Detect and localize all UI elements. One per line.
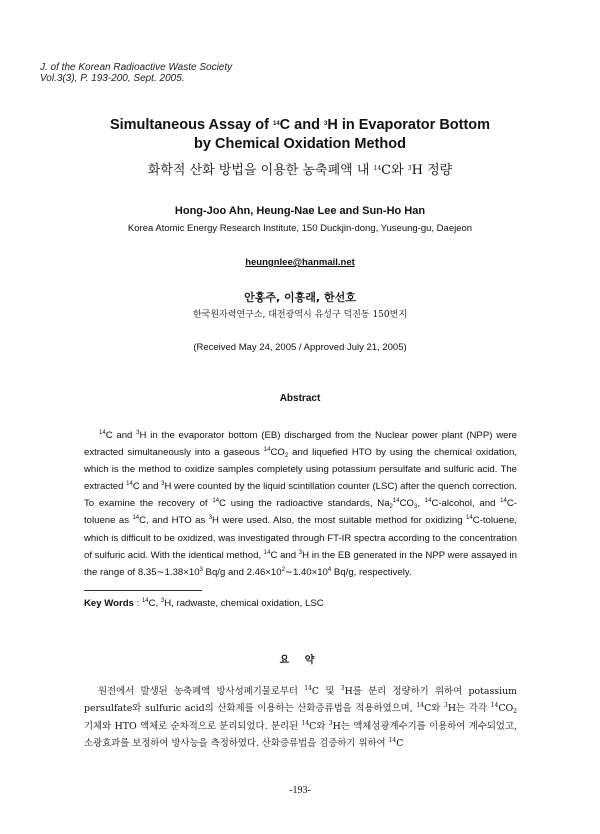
page-number: -193- xyxy=(289,785,311,796)
keywords-divider xyxy=(84,590,202,591)
journal-volume: Vol.3(3), P. 193-200, Sept. 2005. xyxy=(40,73,185,84)
paper-title: Simultaneous Assay of $^{14}$C and $^3$H in Evaporator Bottom by Chemical Oxidation Method xyxy=(0,116,600,154)
authors: Hong-Joo Ahn, Heung-Nae Lee and Sun-Ho Han xyxy=(174,205,426,217)
keywords-label: Key Words xyxy=(84,598,134,609)
korean-abstract-body: 원전에서 발생된 농축폐액 방사성폐기물로부터 $^{14}$C 및 $^3$H를 분리 정량하기 위하여 potassium persulfate와 sulfuric acid의 산화제를 이용하는 산화증류법을 적용하였으며, $^{14}$C와 $^3$H는 각각 $^{14}CO_2$ 기체와 HTO 액체로 순차적으로 분리되었다. 분리된 $^{14}$C와 $^3$H는 액체섬광계수기를 이용하여 계수되었고, 소광효과를 보정하여 방사능을 측정하였다. 산화증류법을 검증하기 위하여 $^{14}$C xyxy=(84,685,517,749)
paper-title-line2: by Chemical Oxidation Method xyxy=(194,136,406,152)
korean-abstract-heading: 요 약 xyxy=(279,655,321,666)
received-dates: (Received May 24, 2005 / Approved July 21, 2005) xyxy=(193,342,407,353)
keywords: Key Words : $^{14}$C, $^3$H, radwaste, chemical oxidation, LSC xyxy=(84,598,324,609)
journal-citation xyxy=(40,62,232,84)
affiliation: Korea Atomic Energy Research Institute, 150 Duckjin-dong, Yuseung-gu, Daejeon xyxy=(127,223,473,234)
korean-affiliation: 한국원자력연구소, 대전광역시 유성구 덕진동 150번지 xyxy=(192,310,408,320)
abstract-heading: Abstract xyxy=(279,393,321,404)
korean-authors: 안홍주, 이흥래, 한선호 xyxy=(244,291,356,304)
journal-name: J. of the Korean Radioactive Waste Society xyxy=(40,62,233,73)
email-link[interactable]: heungnlee@hanmail.net xyxy=(245,257,355,268)
korean-title: 화학적 산화 방법을 이용한 농축폐액 내 $^{14}$C와 $^3$H 정량 xyxy=(147,163,453,178)
abstract-body: $^{14}$C and $^3$H in the evaporator bottom (EB) discharged from the Nuclear power plant (NPP) were extracted simultaneously into a gaseous $^{14}CO_2$ and liquefied HTO by using the chemical oxidation, which is the method to oxidize samples completely using potassium persulfate and sulfuric acid. The extracted $^{14}$C and $^3$H were counted by the liquid scintillation counter (LSC) after the quench correction. To examine the recovery of $^{14}$C using the radioactive standards, $Na_2^{14}CO_3$, $^{14}$C-alcohol, and $^{14}$C-toluene as $^{14}$C, and HTO as $^3$H were used. Also, the most suitable method for oxidizing $^{14}$C-toluene, which is difficult to be oxidized, was investigated through FT-IR spectra according to the concentration of sulfuric acid. With the identical method, $^{14}$C and $^3$H in the EB generated in the NPP were assayed in the range of $8.35\sim 1.38\times 10^3$ Bq/g and $2.46\times 10^2\sim 1.40\times 10^4$ Bq/g, respectively. xyxy=(84,430,517,578)
